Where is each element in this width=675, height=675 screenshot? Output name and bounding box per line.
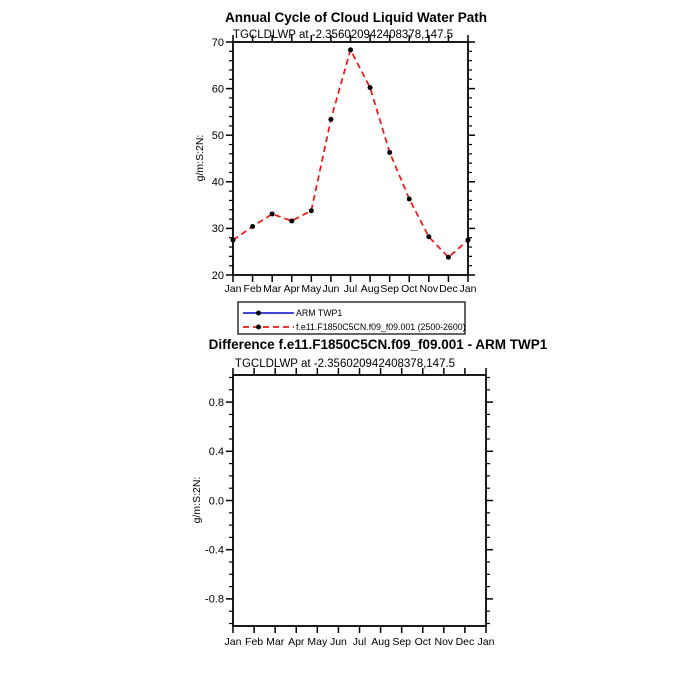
- data-point-marker: [348, 47, 353, 52]
- month-label: Aug: [371, 636, 390, 648]
- month-label: Jun: [329, 636, 347, 648]
- y-tick-label: 50: [211, 130, 224, 142]
- data-point-marker: [368, 85, 373, 90]
- y-tick-label: 30: [211, 223, 224, 236]
- data-point-marker: [289, 218, 294, 223]
- top-plot-area: [212, 35, 477, 295]
- month-label: Feb: [245, 636, 264, 648]
- data-point-marker: [328, 117, 333, 122]
- legend: [238, 302, 466, 334]
- month-label: Nov: [419, 283, 439, 295]
- month-label: Jan: [224, 283, 242, 295]
- month-label: Oct: [414, 636, 431, 648]
- data-point-marker: [407, 197, 412, 202]
- diff-chart-subtitle: TGCLDLWP at -2.356020942408378,147.5: [234, 358, 456, 370]
- month-label: Jan: [224, 636, 242, 648]
- y-tick-label: 0.8: [208, 396, 224, 409]
- month-label: Jan: [477, 636, 495, 648]
- data-point-marker: [270, 211, 275, 216]
- month-label: Dec: [439, 283, 458, 295]
- month-label: Sep: [380, 283, 400, 295]
- y-tick-label: 20: [211, 269, 224, 282]
- data-point-marker: [231, 238, 236, 243]
- legend-label-model: f.e11.F1850C5CN.f09_f09.001 (2500-2600): [296, 322, 466, 333]
- y-tick-label: -0.8: [205, 593, 224, 606]
- data-point-marker: [250, 224, 255, 229]
- data-point-marker: [309, 208, 314, 213]
- y-tick-label: 60: [211, 83, 224, 96]
- y-tick-label: 40: [211, 176, 224, 189]
- top-chart-title: Annual Cycle of Cloud Liquid Water Path: [224, 10, 488, 25]
- plot-frame: [233, 375, 486, 626]
- month-label: Apr: [288, 636, 305, 648]
- data-point-marker: [426, 234, 431, 239]
- legend-marker-model: [256, 325, 261, 330]
- month-label: Jun: [322, 283, 340, 295]
- top-chart-subtitle: TGCLDLWP at -2.356020942408378,147.5: [232, 29, 454, 41]
- diff-y-axis-label: g/m:S:2N:: [191, 476, 203, 524]
- bottom-plot-area: [205, 368, 495, 648]
- y-tick-label: -0.4: [205, 544, 224, 557]
- y-tick-label: 0.0: [208, 495, 224, 508]
- data-point-marker: [446, 255, 451, 260]
- series-line: [233, 50, 468, 257]
- month-label: May: [301, 283, 322, 295]
- month-label: Jul: [352, 636, 367, 648]
- y-tick-label: 0.4: [208, 446, 224, 459]
- data-point-marker: [387, 150, 392, 155]
- legend-label-arm-twp1: ARM TWP1: [296, 308, 343, 319]
- month-label: Mar: [263, 283, 282, 295]
- month-label: Sep: [392, 636, 412, 648]
- month-label: Aug: [360, 283, 380, 295]
- top-y-axis-label: g/m:S:2N:: [194, 134, 206, 182]
- month-label: Apr: [283, 283, 300, 295]
- month-label: May: [307, 636, 328, 648]
- data-point-marker: [466, 238, 471, 243]
- month-label: Mar: [266, 636, 285, 648]
- month-label: Feb: [243, 283, 262, 295]
- y-tick-label: 70: [211, 36, 224, 49]
- legend-marker-arm-twp1: [256, 311, 261, 316]
- month-label: Nov: [434, 636, 454, 648]
- month-label: Jan: [459, 283, 477, 295]
- month-label: Oct: [401, 283, 418, 295]
- diff-chart-title: Difference f.e11.F1850C5CN.f09_f09.001 - ARM TWP1: [208, 337, 548, 352]
- month-label: Jul: [343, 283, 358, 295]
- month-label: Dec: [455, 636, 475, 648]
